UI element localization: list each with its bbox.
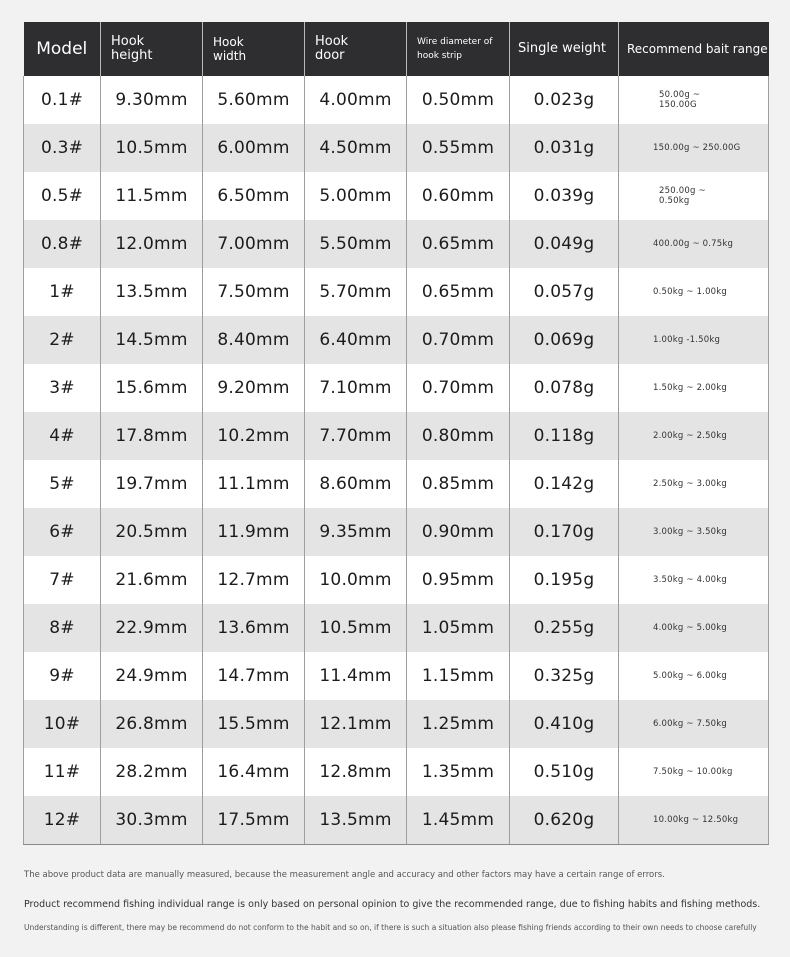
bait-range-line: 4.00kg ~ 5.00kg: [653, 623, 728, 633]
cell-hook-width: 10.2mm: [203, 412, 305, 460]
table-row: [24, 316, 769, 364]
cell-single-weight: 0.078g: [510, 364, 619, 412]
header-wire-diameter-line-1: Wire diameter of: [417, 37, 493, 47]
cell-single-weight: 0.039g: [510, 172, 619, 220]
cell-model: 6#: [24, 508, 101, 556]
cell-model: 3#: [24, 364, 101, 412]
table-row: [24, 76, 769, 124]
bait-range-line: 150.00g ~ 250.00G: [653, 143, 741, 153]
cell-bait-range: [619, 652, 769, 700]
bait-range-line: 3.00kg ~ 3.50kg: [653, 527, 728, 537]
cell-model: 0.5#: [24, 172, 101, 220]
cell-wire-diameter: 1.25mm: [407, 700, 510, 748]
note-recommendation: Product recommend fishing individual range is only based on personal opinion to give the recommended range, due to fishing habits and fishing methods.: [24, 899, 761, 910]
cell-bait-range: [619, 556, 769, 604]
table-row: [24, 412, 769, 460]
cell-wire-diameter: 0.80mm: [407, 412, 510, 460]
header-hook-height-line-1: Hook: [111, 34, 145, 49]
cell-hook-width: 5.60mm: [203, 76, 305, 124]
bait-range-line: 2.00kg ~ 2.50kg: [653, 431, 728, 441]
cell-model: 7#: [24, 556, 101, 604]
cell-hook-width: 6.50mm: [203, 172, 305, 220]
note-measurement: The above product data are manually measured, because the measurement angle and accuracy and other factors may have a certain range of errors.: [24, 870, 665, 880]
cell-model: 1#: [24, 268, 101, 316]
cell-model: 2#: [24, 316, 101, 364]
cell-bait-range: [619, 700, 769, 748]
cell-hook-door: 5.50mm: [305, 220, 407, 268]
table-row: [24, 268, 769, 316]
cell-single-weight: 0.023g: [510, 76, 619, 124]
cell-bait-range: [619, 124, 769, 172]
bait-range-line: 3.50kg ~ 4.00kg: [653, 575, 728, 585]
cell-hook-width: 15.5mm: [203, 700, 305, 748]
cell-single-weight: 0.057g: [510, 268, 619, 316]
header-hook-door-line-2: door: [315, 48, 345, 63]
table-row: [24, 460, 769, 508]
cell-hook-door: 5.00mm: [305, 172, 407, 220]
cell-model: 0.3#: [24, 124, 101, 172]
cell-model: 11#: [24, 748, 101, 796]
cell-hook-width: 9.20mm: [203, 364, 305, 412]
bait-range-line: 7.50kg ~ 10.00kg: [653, 767, 733, 777]
cell-hook-width: 12.7mm: [203, 556, 305, 604]
cell-hook-door: 5.70mm: [305, 268, 407, 316]
table-row: [24, 748, 769, 796]
cell-single-weight: 0.195g: [510, 556, 619, 604]
cell-wire-diameter: 1.05mm: [407, 604, 510, 652]
table-row: [24, 652, 769, 700]
table-row: [24, 172, 769, 220]
cell-hook-height: 26.8mm: [101, 700, 203, 748]
cell-hook-height: 20.5mm: [101, 508, 203, 556]
cell-hook-height: 21.6mm: [101, 556, 203, 604]
table-row: [24, 556, 769, 604]
cell-hook-width: 7.00mm: [203, 220, 305, 268]
cell-model: 4#: [24, 412, 101, 460]
cell-hook-height: 12.0mm: [101, 220, 203, 268]
cell-bait-range: [619, 268, 769, 316]
note-understanding: Understanding is different, there may be recommend do not conform to the habit and so on, if there is such a situation also please fishing friends according to their own needs to choose carefully: [24, 923, 757, 932]
header-hook-door: [305, 22, 407, 76]
cell-single-weight: 0.410g: [510, 700, 619, 748]
cell-hook-width: 11.1mm: [203, 460, 305, 508]
cell-wire-diameter: 0.95mm: [407, 556, 510, 604]
cell-hook-door: 9.35mm: [305, 508, 407, 556]
cell-bait-range: [619, 460, 769, 508]
table-row: [24, 124, 769, 172]
bait-range-line: 6.00kg ~ 7.50kg: [653, 719, 728, 729]
table-row: [24, 364, 769, 412]
bait-range-line: 1.50kg ~ 2.00kg: [653, 383, 728, 393]
cell-single-weight: 0.170g: [510, 508, 619, 556]
header-hook-width-line-1: Hook: [213, 35, 244, 49]
cell-hook-height: 9.30mm: [101, 76, 203, 124]
header-hook-width-line-2: width: [213, 49, 247, 63]
cell-hook-door: 8.60mm: [305, 460, 407, 508]
cell-bait-range: [619, 76, 769, 124]
cell-wire-diameter: 1.15mm: [407, 652, 510, 700]
cell-bait-range: [619, 220, 769, 268]
cell-hook-height: 28.2mm: [101, 748, 203, 796]
cell-wire-diameter: 0.90mm: [407, 508, 510, 556]
header-single-weight: Single weight: [510, 22, 619, 76]
hook-spec-table: [23, 22, 769, 845]
cell-wire-diameter: 0.70mm: [407, 364, 510, 412]
cell-hook-height: 10.5mm: [101, 124, 203, 172]
cell-bait-range: [619, 172, 769, 220]
cell-single-weight: 0.031g: [510, 124, 619, 172]
cell-hook-door: 10.0mm: [305, 556, 407, 604]
header-hook-door-line-1: Hook: [315, 34, 349, 49]
table-row: [24, 700, 769, 748]
cell-hook-width: 17.5mm: [203, 796, 305, 844]
cell-hook-door: 10.5mm: [305, 604, 407, 652]
cell-wire-diameter: 0.55mm: [407, 124, 510, 172]
cell-wire-diameter: 1.45mm: [407, 796, 510, 844]
cell-model: 0.1#: [24, 76, 101, 124]
cell-hook-height: 17.8mm: [101, 412, 203, 460]
cell-hook-height: 14.5mm: [101, 316, 203, 364]
bait-range-line: 5.00kg ~ 6.00kg: [653, 671, 728, 681]
cell-model: 0.8#: [24, 220, 101, 268]
table-header-row: [24, 22, 769, 76]
cell-hook-width: 6.00mm: [203, 124, 305, 172]
cell-wire-diameter: 1.35mm: [407, 748, 510, 796]
cell-bait-range: [619, 364, 769, 412]
cell-model: 12#: [24, 796, 101, 844]
cell-single-weight: 0.142g: [510, 460, 619, 508]
header-hook-height-line-2: height: [111, 48, 153, 63]
cell-single-weight: 0.620g: [510, 796, 619, 844]
cell-single-weight: 0.255g: [510, 604, 619, 652]
cell-wire-diameter: 0.70mm: [407, 316, 510, 364]
cell-hook-height: 19.7mm: [101, 460, 203, 508]
table-row: [24, 604, 769, 652]
table-row: [24, 796, 769, 844]
cell-bait-range: [619, 796, 769, 844]
header-hook-width: [203, 22, 305, 76]
cell-hook-height: 24.9mm: [101, 652, 203, 700]
cell-hook-width: 11.9mm: [203, 508, 305, 556]
cell-hook-door: 11.4mm: [305, 652, 407, 700]
header-hook-height: [101, 22, 203, 76]
table-body: [24, 76, 769, 844]
cell-single-weight: 0.049g: [510, 220, 619, 268]
cell-wire-diameter: 0.85mm: [407, 460, 510, 508]
cell-model: 10#: [24, 700, 101, 748]
header-wire-diameter-line-2: hook strip: [417, 51, 462, 61]
table-row: [24, 220, 769, 268]
cell-hook-height: 11.5mm: [101, 172, 203, 220]
bait-range-line: 150.00G: [659, 100, 697, 110]
header-wire-diameter: [407, 22, 510, 76]
bait-range-line: 400.00g ~ 0.75kg: [653, 239, 734, 249]
cell-wire-diameter: 0.65mm: [407, 220, 510, 268]
cell-bait-range: [619, 748, 769, 796]
bait-range-line: 50.00g ~: [659, 90, 701, 100]
cell-hook-door: 12.8mm: [305, 748, 407, 796]
cell-bait-range: [619, 316, 769, 364]
bait-range-line: 0.50kg: [659, 196, 690, 206]
bait-range-line: 2.50kg ~ 3.00kg: [653, 479, 728, 489]
cell-hook-door: 7.70mm: [305, 412, 407, 460]
bait-range-line: 1.00kg -1.50kg: [653, 335, 721, 345]
cell-model: 8#: [24, 604, 101, 652]
cell-wire-diameter: 0.50mm: [407, 76, 510, 124]
cell-hook-width: 8.40mm: [203, 316, 305, 364]
cell-single-weight: 0.325g: [510, 652, 619, 700]
cell-single-weight: 0.118g: [510, 412, 619, 460]
cell-single-weight: 0.510g: [510, 748, 619, 796]
bait-range-line: 250.00g ~: [659, 186, 706, 196]
cell-single-weight: 0.069g: [510, 316, 619, 364]
cell-bait-range: [619, 412, 769, 460]
cell-hook-width: 14.7mm: [203, 652, 305, 700]
cell-hook-width: 16.4mm: [203, 748, 305, 796]
cell-bait-range: [619, 508, 769, 556]
cell-hook-door: 13.5mm: [305, 796, 407, 844]
cell-hook-door: 4.50mm: [305, 124, 407, 172]
cell-model: 9#: [24, 652, 101, 700]
cell-hook-height: 13.5mm: [101, 268, 203, 316]
cell-hook-width: 7.50mm: [203, 268, 305, 316]
cell-model: 5#: [24, 460, 101, 508]
bait-range-line: 10.00kg ~ 12.50kg: [653, 814, 739, 825]
cell-wire-diameter: 0.60mm: [407, 172, 510, 220]
cell-hook-door: 12.1mm: [305, 700, 407, 748]
table-row: [24, 508, 769, 556]
cell-hook-height: 30.3mm: [101, 796, 203, 844]
cell-hook-height: 22.9mm: [101, 604, 203, 652]
cell-wire-diameter: 0.65mm: [407, 268, 510, 316]
header-bait-range: Recommend bait range: [619, 22, 769, 76]
cell-hook-door: 7.10mm: [305, 364, 407, 412]
cell-hook-door: 6.40mm: [305, 316, 407, 364]
cell-hook-door: 4.00mm: [305, 76, 407, 124]
bait-range-line: 0.50kg ~ 1.00kg: [653, 287, 728, 297]
cell-bait-range: [619, 604, 769, 652]
header-model: Model: [24, 22, 101, 76]
cell-hook-width: 13.6mm: [203, 604, 305, 652]
cell-hook-height: 15.6mm: [101, 364, 203, 412]
